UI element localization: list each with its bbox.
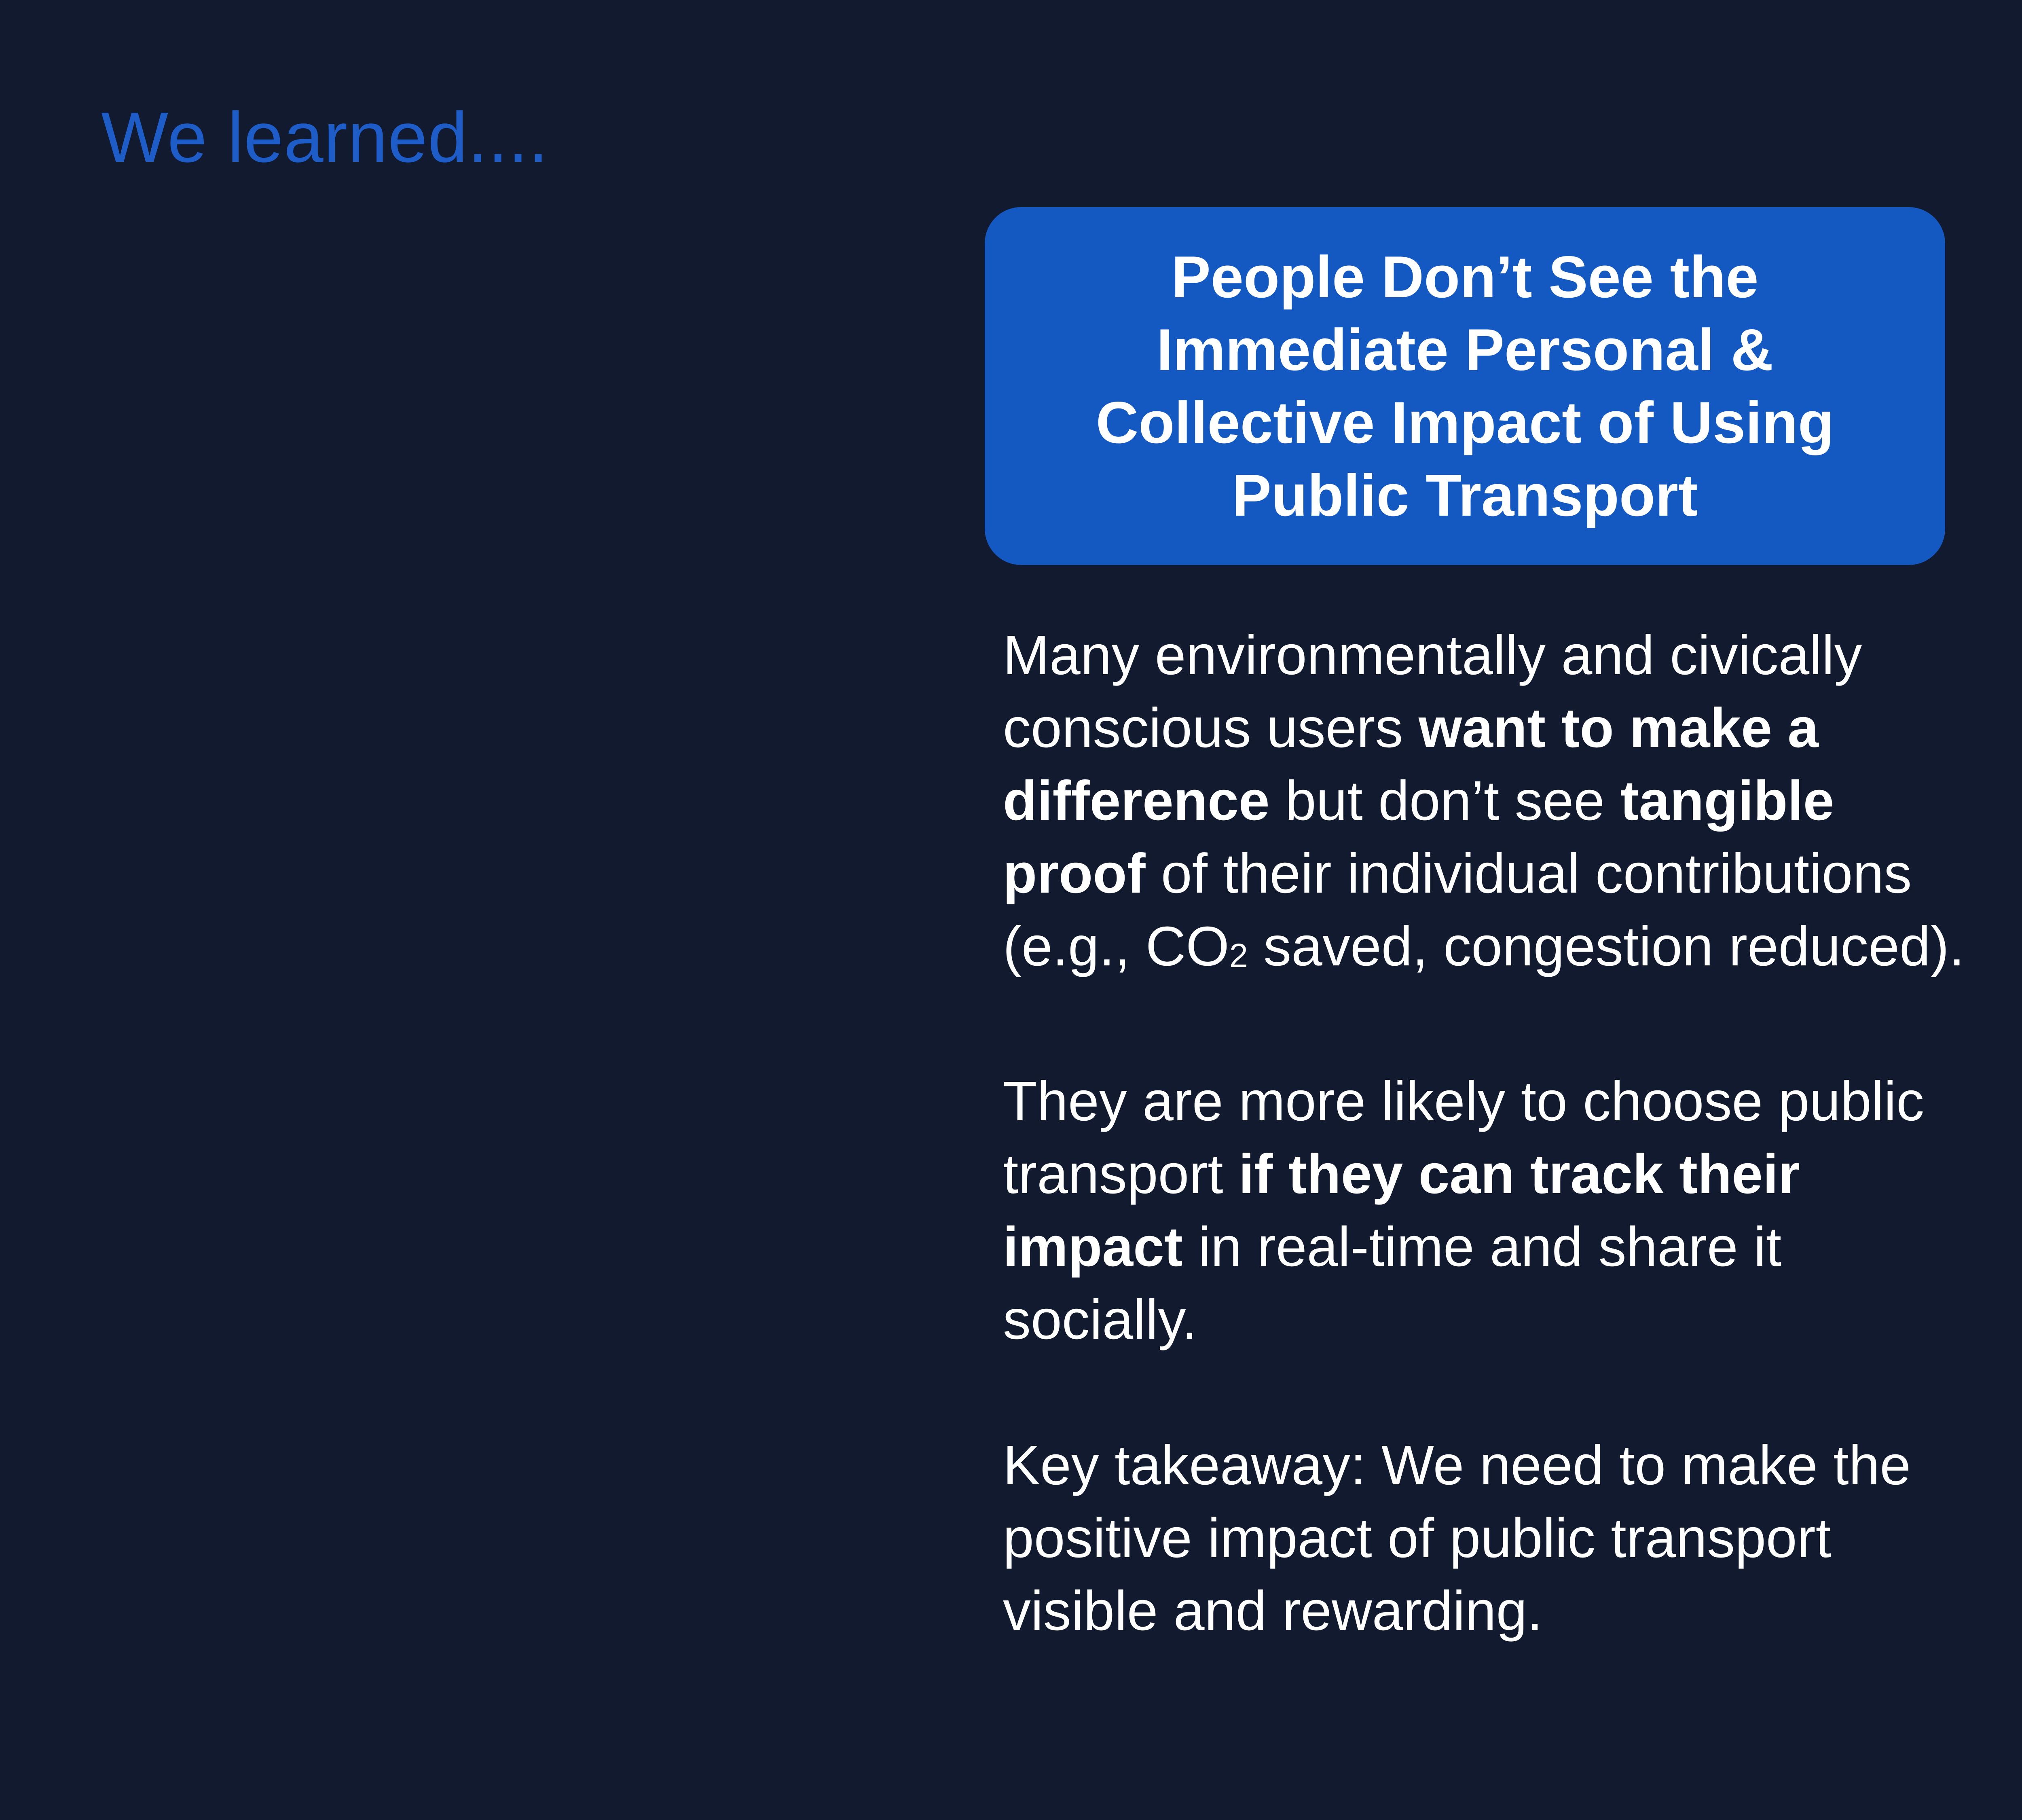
insight-heading-impact: People Don’t See the Immediate Personal & Collective Impact of Using Public Transport <box>1096 243 1834 528</box>
emphasis-text: want to make a difference <box>1003 697 1819 832</box>
insight-card-header-impact <box>985 207 1945 565</box>
slide-title: We learned.... <box>101 98 549 177</box>
subscript-text: 2 <box>1229 937 1248 975</box>
insight-paragraph <box>1003 1065 1973 1356</box>
text-run: of their individual contributions (e.g., CO <box>1003 842 1912 978</box>
insight-body-impact <box>1003 619 1973 1720</box>
text-run: in real-time and share it socially. <box>1003 1216 1782 1351</box>
key-takeaway: Key takeaway: We need to make the positive impact of public transport visible and rewarding. <box>1003 1434 1911 1642</box>
text-run: Many environmentally and civically conscious users <box>1003 624 1862 759</box>
text-run: They are more likely to choose public transport <box>1003 1070 1925 1206</box>
insight-paragraph <box>1003 619 1973 992</box>
text-run: saved, congestion reduced). <box>1248 915 1965 978</box>
text-run: but don’t see <box>1269 770 1620 832</box>
emphasis-text: tangible proof <box>1003 770 1834 905</box>
emphasis-text: if they can track their impact <box>1003 1143 1800 1278</box>
